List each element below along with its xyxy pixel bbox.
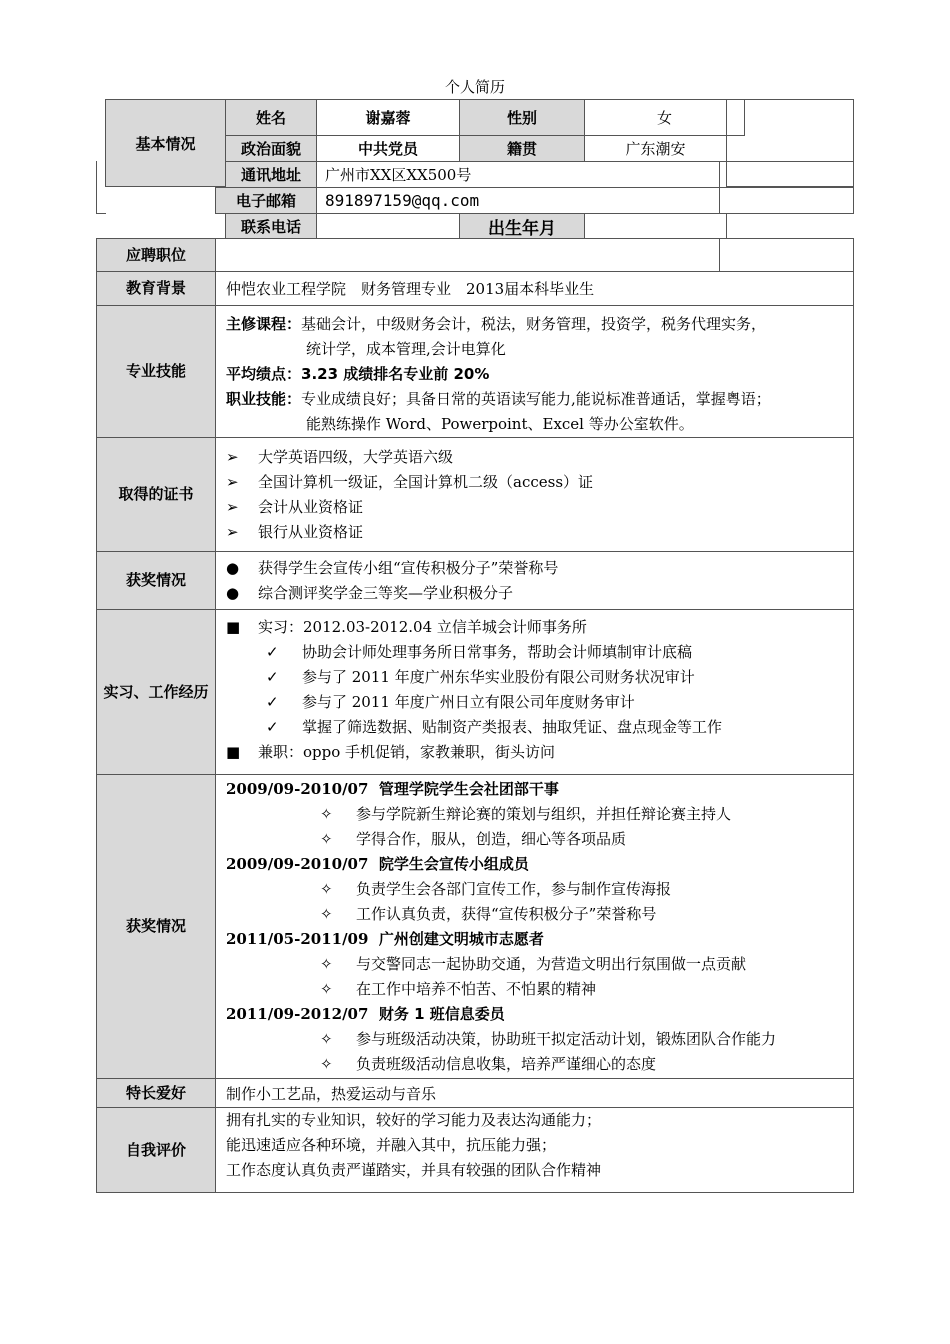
- work-experience-content: [215, 609, 854, 775]
- work-experience-label: 实习、工作经历: [96, 609, 216, 775]
- list-item: ✓ 参与了 2011 年度广州日立有限公司年度财务审计: [226, 690, 845, 715]
- sparkle-bullet-icon: ✧: [320, 880, 333, 898]
- self-eval-line: 拥有扎实的专业知识，较好的学习能力及表达沟通能力；: [226, 1111, 602, 1129]
- certificates-content: [215, 437, 854, 552]
- self-evaluation-label: 自我评价: [96, 1107, 216, 1193]
- list-item: ✧ 参与班级活动决策，协助班干拟定活动计划，锻炼团队合作能力: [226, 1027, 845, 1052]
- check-icon: ✓: [266, 718, 279, 736]
- arrow-bullet-icon: ➢: [226, 523, 239, 541]
- left-stub-line: [96, 161, 106, 214]
- name-label: 姓名: [225, 99, 317, 136]
- sparkle-bullet-icon: ✧: [320, 1055, 333, 1073]
- activity-heading: 2011/05-2011/09 广州创建文明城市志愿者: [226, 930, 544, 948]
- address-right-cell: [726, 161, 854, 188]
- email-right-cell: [719, 187, 854, 214]
- list-item: ➢ 大学英语四级，大学英语六级: [226, 445, 845, 470]
- list-item: ■ 实习：2012.03-2012.04 立信羊城会计师事务所: [226, 615, 845, 640]
- address-label: 通讯地址: [225, 161, 317, 188]
- list-item: ✓ 参与了 2011 年度广州东华实业股份有限公司财务状况审计: [226, 665, 845, 690]
- prof-skills-label: 职业技能：: [226, 390, 302, 408]
- list-item: ✧ 负责学生会各部门宣传工作，参与制作宣传海报: [226, 877, 845, 902]
- square-bullet-icon: ■: [226, 618, 241, 636]
- arrow-bullet-icon: ➢: [226, 473, 239, 491]
- list-item: ✧ 负责班级活动信息收集，培养严谨细心的态度: [226, 1052, 845, 1077]
- document-title: 个人简历: [444, 78, 505, 96]
- list-item: ✧ 与交警同志一起协助交通，为营造文明出行氛围做一点贡献: [226, 952, 845, 977]
- email-label: 电子邮箱: [215, 187, 317, 214]
- skills-content: [215, 305, 854, 438]
- sparkle-bullet-icon: ✧: [320, 905, 333, 923]
- list-item: ➢ 银行从业资格证: [226, 520, 845, 545]
- sparkle-bullet-icon: ✧: [320, 805, 333, 823]
- activities-content: [215, 774, 854, 1079]
- address-value: 广州市XX区XX500号: [316, 161, 720, 188]
- list-item: ➢ 全国计算机一级证，全国计算机二级（access）证: [226, 470, 845, 495]
- birth-value: [584, 213, 727, 239]
- gpa-label: 平均绩点：: [226, 365, 302, 383]
- self-eval-line: 工作态度认真负责严谨踏实，并具有较强的团队合作精神: [226, 1161, 602, 1179]
- political-status-label: 政治面貌: [225, 135, 317, 162]
- list-item: ✧ 学得合作，服从，创造，细心等各项品质: [226, 827, 845, 852]
- arrow-bullet-icon: ➢: [226, 498, 239, 516]
- native-place-label: 籍贯: [459, 135, 585, 162]
- courses-text: 基础会计，中级财务会计，税法，财务管理，投资学，税务代理实务，: [301, 315, 767, 333]
- hobbies-label: 特长爱好: [96, 1078, 216, 1108]
- awards-label: 获奖情况: [96, 551, 216, 610]
- list-item: ✓ 协助会计师处理事务所日常事务，帮助会计师填制审计底稿: [226, 640, 845, 665]
- position-label: 应聘职位: [96, 238, 216, 272]
- self-evaluation-content: [215, 1107, 854, 1193]
- list-item: ✧ 工作认真负责，获得“宣传积极分子”荣誉称号: [226, 902, 845, 927]
- check-icon: ✓: [266, 643, 279, 661]
- dot-bullet-icon: ●: [226, 559, 240, 577]
- courses-label: 主修课程：: [226, 315, 302, 333]
- email-value: 891897159@qq.com: [316, 187, 720, 214]
- political-status-value: 中共党员: [316, 135, 460, 162]
- name-value: 谢嘉蓉: [316, 99, 460, 136]
- square-bullet-icon: ■: [226, 743, 241, 761]
- activity-heading: 2011/09-2012/07 财务 1 班信息委员: [226, 1005, 505, 1023]
- list-item: ■ 兼职：oppo 手机促销，家教兼职，街头访问: [226, 740, 845, 765]
- gender-value: 女: [584, 99, 745, 136]
- basic-info-label: 基本情况: [105, 99, 226, 187]
- courses-text-cont: 统计学，成本管理,会计电算化: [306, 340, 506, 358]
- sparkle-bullet-icon: ✧: [320, 980, 333, 998]
- sparkle-bullet-icon: ✧: [320, 1030, 333, 1048]
- list-item: ✧ 在工作中培养不怕苦、不怕累的精神: [226, 977, 845, 1002]
- sparkle-bullet-icon: ✧: [320, 955, 333, 973]
- hobbies-value: 制作小工艺品，热爱运动与音乐: [215, 1078, 854, 1108]
- activity-heading: 2009/09-2010/07 院学生会宣传小组成员: [226, 855, 529, 873]
- awards-content: [215, 551, 854, 610]
- list-item: ✧ 参与学院新生辩论赛的策划与组织，并担任辩论赛主持人: [226, 802, 845, 827]
- activity-heading: 2009/09-2010/07 管理学院学生会社团部干事: [226, 780, 559, 798]
- arrow-bullet-icon: ➢: [226, 448, 239, 466]
- phone-label: 联系电话: [225, 213, 317, 239]
- self-eval-line: 能迅速适应各种环境，并融入其中，抗压能力强；: [226, 1136, 557, 1154]
- position-value: [215, 238, 720, 272]
- gpa-value: 3.23 成绩排名专业前 20%: [301, 365, 490, 383]
- skills-label: 专业技能: [96, 305, 216, 438]
- prof-skills-text: 专业成绩良好；具备日常的英语读写能力,能说标准普通话，掌握粤语；: [301, 390, 771, 408]
- activities-label: 获奖情况: [96, 774, 216, 1079]
- education-value: 仲恺农业工程学院 财务管理专业 2013届本科毕业生: [215, 271, 854, 306]
- list-item: ✓ 掌握了筛选数据、贴制资产类报表、抽取凭证、盘点现金等工作: [226, 715, 845, 740]
- sparkle-bullet-icon: ✧: [320, 830, 333, 848]
- native-place-value: 广东潮安: [584, 135, 727, 162]
- list-item: ● 综合测评奖学金三等奖—学业积极分子: [226, 581, 845, 606]
- phone-value: [316, 213, 460, 239]
- gender-label: 性别: [459, 99, 585, 136]
- education-label: 教育背景: [96, 271, 216, 306]
- dot-bullet-icon: ●: [226, 584, 240, 602]
- prof-skills-text-cont: 能熟练操作 Word、Powerpoint、Excel 等办公室软件。: [306, 415, 694, 433]
- check-icon: ✓: [266, 693, 279, 711]
- certificates-label: 取得的证书: [96, 437, 216, 552]
- list-item: ● 获得学生会宣传小组“宣传积极分子”荣誉称号: [226, 556, 845, 581]
- position-right-cell: [719, 238, 854, 272]
- check-icon: ✓: [266, 668, 279, 686]
- birth-label: 出生年月: [459, 213, 585, 239]
- list-item: ➢ 会计从业资格证: [226, 495, 845, 520]
